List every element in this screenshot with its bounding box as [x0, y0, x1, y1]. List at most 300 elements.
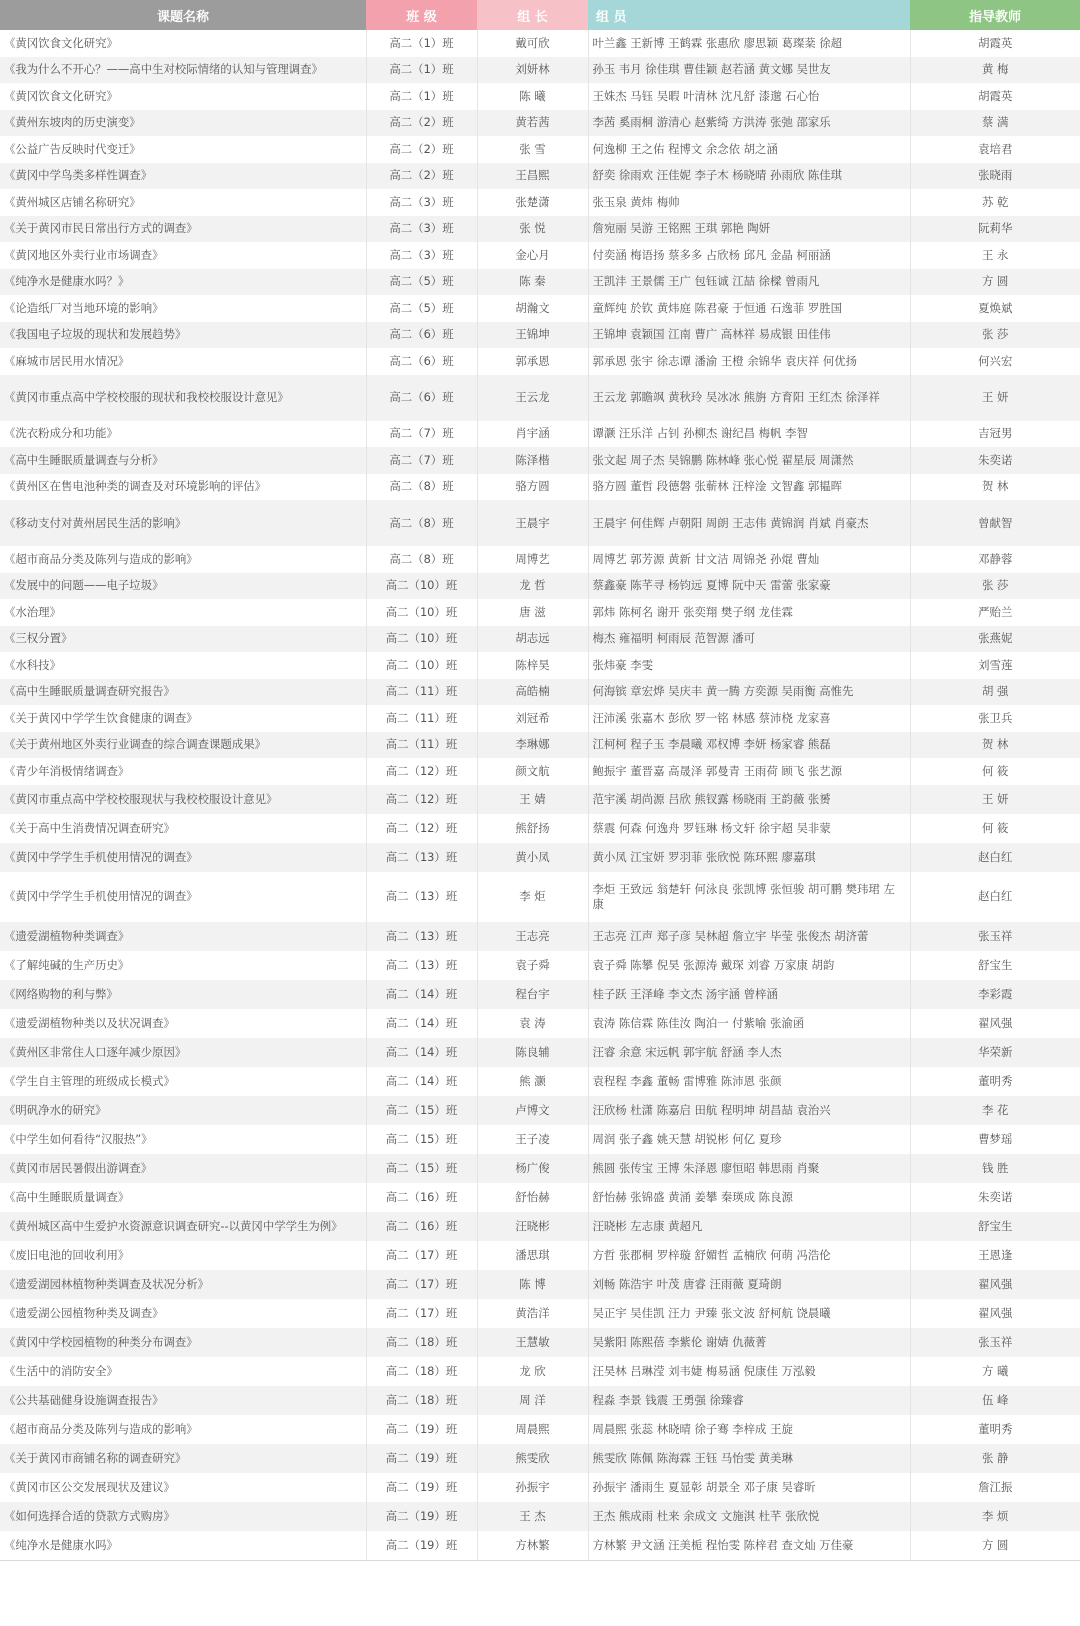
project-name: 《三权分置》: [0, 626, 366, 653]
member-list: 蔡震 何森 何逸舟 罗钰琳 杨文轩 徐宇超 吴非蒙: [588, 814, 910, 843]
teacher-name: 赵白红: [910, 872, 1080, 922]
leader-name: 胡志远: [477, 626, 588, 653]
table-row: [0, 1096, 1080, 1125]
project-name: 《水科技》: [0, 652, 366, 679]
table-row: [0, 500, 1080, 546]
project-name: 《废旧电池的回收利用》: [0, 1241, 366, 1270]
table-row: [0, 546, 1080, 573]
leader-name: 程台宇: [477, 980, 588, 1009]
member-list: 张文起 周子杰 吴锦鹏 陈林峰 张心悦 翟星辰 周潇然: [588, 447, 910, 474]
member-list: 谭灏 汪乐洋 占钊 孙柳杰 谢纪昌 梅帆 李智: [588, 421, 910, 448]
project-name: 《论造纸厂对当地环境的影响》: [0, 295, 366, 322]
table-row: [0, 1009, 1080, 1038]
project-name: 《我国电子垃圾的现状和发展趋势》: [0, 322, 366, 349]
leader-name: 王慧敏: [477, 1328, 588, 1357]
table-row: [0, 57, 1080, 84]
project-name: 《超市商品分类及陈列与造成的影响》: [0, 1415, 366, 1444]
class-name: 高二（1）班: [366, 30, 477, 57]
member-list: 何海镔 章宏烨 吴庆丰 黄一腾 方奕源 吴雨衡 高惟先: [588, 679, 910, 706]
class-name: 高二（8）班: [366, 500, 477, 546]
leader-name: 陈 秦: [477, 269, 588, 296]
class-name: 高二（1）班: [366, 57, 477, 84]
header-teacher: 指导教师: [910, 0, 1080, 30]
table-row: [0, 474, 1080, 501]
teacher-name: 胡霞英: [910, 83, 1080, 110]
teacher-name: 翟风强: [910, 1299, 1080, 1328]
leader-name: 王子凌: [477, 1125, 588, 1154]
member-list: 吴紫阳 陈熙蓓 李紫伦 谢婧 仇薇菁: [588, 1328, 910, 1357]
class-name: 高二（11）班: [366, 732, 477, 759]
table-row: [0, 83, 1080, 110]
class-name: 高二（12）班: [366, 758, 477, 785]
teacher-name: 曾献智: [910, 500, 1080, 546]
header-class: 班 级: [366, 0, 477, 30]
class-name: 高二（19）班: [366, 1473, 477, 1502]
member-list: 郭炜 陈柯名 谢开 张奕翔 樊子纲 龙佳霖: [588, 599, 910, 626]
teacher-name: 王 妍: [910, 375, 1080, 421]
table-row: [0, 1415, 1080, 1444]
project-name: 《移动支付对黄州居民生活的影响》: [0, 500, 366, 546]
member-list: 王云龙 郭瞻飒 黄秋玲 吴冰冰 熊旃 方育阳 王红杰 徐泽祥: [588, 375, 910, 421]
class-name: 高二（14）班: [366, 1009, 477, 1038]
teacher-name: 胡 强: [910, 679, 1080, 706]
class-name: 高二（14）班: [366, 1038, 477, 1067]
table-row: [0, 1473, 1080, 1502]
table-row: [0, 110, 1080, 137]
class-name: 高二（13）班: [366, 872, 477, 922]
project-name: 《关于黄州地区外卖行业调查的综合调查课题成果》: [0, 732, 366, 759]
table-row: [0, 1183, 1080, 1212]
teacher-name: 钱 胜: [910, 1154, 1080, 1183]
teacher-name: 詹江振: [910, 1473, 1080, 1502]
teacher-name: 张玉祥: [910, 1328, 1080, 1357]
class-name: 高二（19）班: [366, 1444, 477, 1473]
teacher-name: 贺 林: [910, 732, 1080, 759]
class-name: 高二（18）班: [366, 1357, 477, 1386]
leader-name: 王志亮: [477, 922, 588, 951]
member-list: 詹宛丽 吴游 王铭熙 王琪 郭艳 陶妍: [588, 216, 910, 243]
teacher-name: 何 筱: [910, 758, 1080, 785]
teacher-name: 胡霞英: [910, 30, 1080, 57]
project-name: 《关于黄冈中学学生饮食健康的调查》: [0, 705, 366, 732]
member-list: 王姝杰 马钰 吴暇 叶清林 沈凡舒 漆邈 石心怡: [588, 83, 910, 110]
project-name: 《黄州区非常住人口逐年减少原因》: [0, 1038, 366, 1067]
class-name: 高二（2）班: [366, 163, 477, 190]
member-list: 吴正宇 吴佳凯 汪力 尹臻 张文波 舒柯航 饶晨曦: [588, 1299, 910, 1328]
project-name: 《黄冈中学鸟类多样性调查》: [0, 163, 366, 190]
member-list: 叶兰鑫 王新博 王鹤霖 张惠欣 廖思颖 葛璨棻 徐超: [588, 30, 910, 57]
table-row: [0, 1212, 1080, 1241]
table-row: [0, 626, 1080, 653]
teacher-name: 方 圆: [910, 1531, 1080, 1560]
table-row: [0, 189, 1080, 216]
class-name: 高二（7）班: [366, 421, 477, 448]
teacher-name: 张 静: [910, 1444, 1080, 1473]
project-name: 《关于黄冈市民日常出行方式的调查》: [0, 216, 366, 243]
leader-name: 汪晓彬: [477, 1212, 588, 1241]
project-name: 《发展中的问题——电子垃圾》: [0, 573, 366, 600]
leader-name: 陈 博: [477, 1270, 588, 1299]
project-name: 《黄冈饮食文化研究》: [0, 83, 366, 110]
class-name: 高二（13）班: [366, 951, 477, 980]
class-name: 高二（12）班: [366, 814, 477, 843]
leader-name: 胡瀚文: [477, 295, 588, 322]
class-name: 高二（6）班: [366, 348, 477, 375]
table-row: [0, 1502, 1080, 1531]
member-list: 汪欣杨 杜潇 陈嘉启 田航 程明坤 胡昌喆 袁治兴: [588, 1096, 910, 1125]
table-row: [0, 1038, 1080, 1067]
class-name: 高二（14）班: [366, 1067, 477, 1096]
project-name: 《明矾净水的研究》: [0, 1096, 366, 1125]
project-name: 《黄州城区店铺名称研究》: [0, 189, 366, 216]
leader-name: 王 婧: [477, 785, 588, 814]
class-name: 高二（17）班: [366, 1241, 477, 1270]
leader-name: 方林繁: [477, 1531, 588, 1560]
teacher-name: 蔡 满: [910, 110, 1080, 137]
teacher-name: 舒宝生: [910, 1212, 1080, 1241]
member-list: 舒怡赫 张锦盛 黄涌 姜攀 秦瑛成 陈良源: [588, 1183, 910, 1212]
member-list: 鲍振宇 董晋嘉 高晟泽 郭曼青 王雨荷 顾飞 张艺源: [588, 758, 910, 785]
class-name: 高二（16）班: [366, 1183, 477, 1212]
leader-name: 孙振宇: [477, 1473, 588, 1502]
member-list: 袁涛 陈信霖 陈佳汝 陶泊一 付紫喻 张渝函: [588, 1009, 910, 1038]
table-row: [0, 814, 1080, 843]
project-name: 《洗衣粉成分和功能》: [0, 421, 366, 448]
teacher-name: 方 曦: [910, 1357, 1080, 1386]
teacher-name: 何 筱: [910, 814, 1080, 843]
teacher-name: 吉冠男: [910, 421, 1080, 448]
class-name: 高二（19）班: [366, 1415, 477, 1444]
class-name: 高二（18）班: [366, 1328, 477, 1357]
teacher-name: 袁培君: [910, 136, 1080, 163]
header-members: 组 员: [588, 0, 910, 30]
table-row: [0, 1299, 1080, 1328]
class-name: 高二（6）班: [366, 375, 477, 421]
teacher-name: 李彩霞: [910, 980, 1080, 1009]
project-name: 《纯净水是健康水吗》: [0, 1531, 366, 1560]
member-list: 舒奕 徐雨欢 汪佳妮 李子木 杨晓晴 孙雨欣 陈佳琪: [588, 163, 910, 190]
project-name: 《关于高中生消费情况调查研究》: [0, 814, 366, 843]
member-list: 梅杰 雍福明 柯雨辰 范智源 潘可: [588, 626, 910, 653]
member-list: 骆方圆 董哲 段德磐 张蕲林 汪梓淦 文智鑫 郭韫晖: [588, 474, 910, 501]
class-name: 高二（10）班: [366, 573, 477, 600]
class-name: 高二（17）班: [366, 1299, 477, 1328]
project-name: 《遗爱湖植物种类以及状况调查》: [0, 1009, 366, 1038]
table-row: [0, 980, 1080, 1009]
project-name: 《我为什么不开心？——高中生对校际情绪的认知与管理调查》: [0, 57, 366, 84]
table-row: [0, 758, 1080, 785]
table-row: [0, 30, 1080, 57]
project-name: 《黄冈中学学生手机使用情况的调查》: [0, 843, 366, 872]
project-name: 《高中生睡眠质量调查与分析》: [0, 447, 366, 474]
leader-name: 陈泽楷: [477, 447, 588, 474]
table-row: [0, 1270, 1080, 1299]
table-row: [0, 785, 1080, 814]
project-name: 《黄冈中学校园植物的种类分布调查》: [0, 1328, 366, 1357]
project-name: 《高中生睡眠质量调查研究报告》: [0, 679, 366, 706]
class-name: 高二（19）班: [366, 1531, 477, 1560]
class-name: 高二（10）班: [366, 626, 477, 653]
project-name: 《如何选择合适的贷款方式购房》: [0, 1502, 366, 1531]
teacher-name: 何兴宏: [910, 348, 1080, 375]
teacher-name: 邓静蓉: [910, 546, 1080, 573]
leader-name: 颜文航: [477, 758, 588, 785]
leader-name: 王锦坤: [477, 322, 588, 349]
teacher-name: 张 莎: [910, 322, 1080, 349]
member-list: 李炬 王致远 翁楚轩 何泳良 张凯博 张恒骏 胡可鹏 樊玮珺 左康: [588, 872, 910, 922]
teacher-name: 刘雪莲: [910, 652, 1080, 679]
project-name: 《黄冈市重点高中学校校服现状与我校校服设计意见》: [0, 785, 366, 814]
class-name: 高二（15）班: [366, 1154, 477, 1183]
table-row: [0, 679, 1080, 706]
leader-name: 骆方圆: [477, 474, 588, 501]
project-name: 《公益广告反映时代变迁》: [0, 136, 366, 163]
member-list: 桂子跃 王泽峰 李文杰 汤宇涵 曾梓涵: [588, 980, 910, 1009]
teacher-name: 华荣新: [910, 1038, 1080, 1067]
leader-name: 唐 滋: [477, 599, 588, 626]
member-list: 李茜 奚雨桐 游清心 赵紫绮 方洪涛 张弛 邵家乐: [588, 110, 910, 137]
project-name: 《黄州城区高中生爱护水资源意识调查研究--以黄冈中学学生为例》: [0, 1212, 366, 1241]
project-name: 《超市商品分类及陈列与造成的影响》: [0, 546, 366, 573]
class-name: 高二（16）班: [366, 1212, 477, 1241]
member-list: 何逸柳 王之佑 程博文 余念依 胡之涵: [588, 136, 910, 163]
leader-name: 张 悦: [477, 216, 588, 243]
table-row: [0, 1125, 1080, 1154]
class-name: 高二（10）班: [366, 599, 477, 626]
teacher-name: 王 妍: [910, 785, 1080, 814]
class-name: 高二（12）班: [366, 785, 477, 814]
project-name: 《黄州东坡肉的历史演变》: [0, 110, 366, 137]
member-list: 周润 张子鑫 姚天慧 胡锐彬 何亿 夏珍: [588, 1125, 910, 1154]
leader-name: 龙 欣: [477, 1357, 588, 1386]
leader-name: 刘妍林: [477, 57, 588, 84]
teacher-name: 朱奕诺: [910, 1183, 1080, 1212]
member-list: 熊雯欣 陈佩 陈海霖 王钰 马怡雯 黄美琳: [588, 1444, 910, 1473]
leader-name: 卢博文: [477, 1096, 588, 1125]
member-list: 江柯柯 程子玉 李晨曦 邓权博 李妍 杨家睿 熊磊: [588, 732, 910, 759]
leader-name: 张楚潇: [477, 189, 588, 216]
table-row: [0, 652, 1080, 679]
member-list: 孙振宇 潘雨生 夏显彰 胡景全 邓子康 吴睿昕: [588, 1473, 910, 1502]
table-row: [0, 1154, 1080, 1183]
teacher-name: 张玉祥: [910, 922, 1080, 951]
project-name: 《水治理》: [0, 599, 366, 626]
teacher-name: 翟风强: [910, 1009, 1080, 1038]
class-name: 高二（14）班: [366, 980, 477, 1009]
table-row: [0, 216, 1080, 243]
member-list: 方哲 张郡桐 罗梓璇 舒媚哲 孟楠欣 何萌 冯浩伦: [588, 1241, 910, 1270]
table-row: [0, 922, 1080, 951]
project-name: 《黄冈市区公交发展现状及建议》: [0, 1473, 366, 1502]
member-list: 黄小凤 江宝妍 罗羽菲 张欣悦 陈环熙 廖嘉琪: [588, 843, 910, 872]
member-list: 袁程程 李鑫 董畅 雷博雅 陈沛恩 张颜: [588, 1067, 910, 1096]
class-name: 高二（13）班: [366, 922, 477, 951]
teacher-name: 翟风强: [910, 1270, 1080, 1299]
class-name: 高二（1）班: [366, 83, 477, 110]
leader-name: 肖宇涵: [477, 421, 588, 448]
table-row: [0, 843, 1080, 872]
teacher-name: 王 永: [910, 242, 1080, 269]
leader-name: 龙 哲: [477, 573, 588, 600]
leader-name: 熊 灏: [477, 1067, 588, 1096]
teacher-name: 李 花: [910, 1096, 1080, 1125]
leader-name: 王晨宇: [477, 500, 588, 546]
leader-name: 袁 涛: [477, 1009, 588, 1038]
class-name: 高二（3）班: [366, 242, 477, 269]
leader-name: 周博艺: [477, 546, 588, 573]
class-name: 高二（3）班: [366, 189, 477, 216]
leader-name: 周 洋: [477, 1386, 588, 1415]
project-name: 《黄冈饮食文化研究》: [0, 30, 366, 57]
table-row: [0, 1357, 1080, 1386]
leader-name: 黄小凤: [477, 843, 588, 872]
project-name: 《遗爱湖园林植物种类调查及状况分析》: [0, 1270, 366, 1299]
table-row: [0, 447, 1080, 474]
teacher-name: 舒宝生: [910, 951, 1080, 980]
leader-name: 周晨熙: [477, 1415, 588, 1444]
project-name: 《黄冈地区外卖行业市场调查》: [0, 242, 366, 269]
leader-name: 陈梓昊: [477, 652, 588, 679]
member-list: 周晨熙 张蕊 林晓晴 徐子骞 李梓成 王旋: [588, 1415, 910, 1444]
table-row: [0, 705, 1080, 732]
class-name: 高二（2）班: [366, 110, 477, 137]
leader-name: 熊舒扬: [477, 814, 588, 843]
project-name: 《了解纯碱的生产历史》: [0, 951, 366, 980]
header-leader: 组 长: [477, 0, 588, 30]
table-row: [0, 136, 1080, 163]
table-row: [0, 1444, 1080, 1473]
table-row: [0, 242, 1080, 269]
table-row: [0, 872, 1080, 922]
leader-name: 张 雪: [477, 136, 588, 163]
table-row: [0, 1241, 1080, 1270]
leader-name: 郭承恩: [477, 348, 588, 375]
leader-name: 袁子舜: [477, 951, 588, 980]
class-name: 高二（18）班: [366, 1386, 477, 1415]
class-name: 高二（13）班: [366, 843, 477, 872]
class-name: 高二（2）班: [366, 136, 477, 163]
leader-name: 王昌熙: [477, 163, 588, 190]
class-name: 高二（7）班: [366, 447, 477, 474]
member-list: 王晨宇 何佳辉 卢朝阳 周朗 王志伟 黄锦润 肖斌 肖豪杰: [588, 500, 910, 546]
leader-name: 金心月: [477, 242, 588, 269]
table-row: [0, 375, 1080, 421]
table-row: [0, 951, 1080, 980]
project-name: 《中学生如何看待“汉服热”》: [0, 1125, 366, 1154]
member-list: 刘畅 陈浩宇 叶茂 唐睿 汪雨薇 夏琦朗: [588, 1270, 910, 1299]
project-name: 《高中生睡眠质量调查》: [0, 1183, 366, 1212]
class-name: 高二（3）班: [366, 216, 477, 243]
class-name: 高二（6）班: [366, 322, 477, 349]
member-list: 王志亮 江声 郑子彦 吴林超 詹立宇 毕莹 张俊杰 胡济蕾: [588, 922, 910, 951]
leader-name: 杨广俊: [477, 1154, 588, 1183]
member-list: 袁子舜 陈攀 倪昊 张源涛 戴琛 刘睿 万家康 胡韵: [588, 951, 910, 980]
member-list: 汪晓彬 左志康 黄超凡: [588, 1212, 910, 1241]
project-name: 《纯净水是健康水吗？》: [0, 269, 366, 296]
table-row: [0, 348, 1080, 375]
teacher-name: 夏焕斌: [910, 295, 1080, 322]
teacher-name: 董明秀: [910, 1415, 1080, 1444]
leader-name: 刘冠希: [477, 705, 588, 732]
leader-name: 王云龙: [477, 375, 588, 421]
leader-name: 潘思琪: [477, 1241, 588, 1270]
class-name: 高二（5）班: [366, 269, 477, 296]
project-name: 《遗爱湖植物种类调查》: [0, 922, 366, 951]
member-list: 郭承恩 张宇 徐志谭 潘渝 王橙 余锦华 袁庆祥 何优扬: [588, 348, 910, 375]
class-name: 高二（15）班: [366, 1125, 477, 1154]
project-name: 《学生自主管理的班级成长模式》: [0, 1067, 366, 1096]
project-name: 《黄州区在售电池种类的调查及对环境影响的评估》: [0, 474, 366, 501]
leader-name: 王 杰: [477, 1502, 588, 1531]
member-list: 汪昊林 吕琳滢 刘韦婕 梅易涵 倪康佳 万泓毅: [588, 1357, 910, 1386]
member-list: 程淼 李景 钱震 王勇强 徐臻睿: [588, 1386, 910, 1415]
table-header-row: [0, 0, 1080, 30]
table-row: [0, 573, 1080, 600]
leader-name: 戴可欣: [477, 30, 588, 57]
leader-name: 黄浩洋: [477, 1299, 588, 1328]
class-name: 高二（8）班: [366, 546, 477, 573]
project-name: 《关于黄冈市商铺名称的调查研究》: [0, 1444, 366, 1473]
member-list: 付奕涵 梅语扬 蔡多多 占欣杨 邱凡 金晶 柯丽涵: [588, 242, 910, 269]
project-name: 《网络购物的利与弊》: [0, 980, 366, 1009]
table-row: [0, 295, 1080, 322]
member-list: 汪沛溪 张嘉木 彭欣 罗一铭 林感 蔡沛桡 龙家喜: [588, 705, 910, 732]
project-name: 《青少年消极情绪调查》: [0, 758, 366, 785]
teacher-name: 伍 峰: [910, 1386, 1080, 1415]
member-list: 周博艺 郭芳源 黄新 甘文洁 周锦尧 孙焜 曹灿: [588, 546, 910, 573]
member-list: 方林繁 尹文涵 汪美栀 程怡雯 陈梓君 查文灿 万佳豪: [588, 1531, 910, 1560]
table-row: [0, 1531, 1080, 1560]
member-list: 熊圆 张传宝 王博 朱泽恩 廖恒昭 韩思雨 肖聚: [588, 1154, 910, 1183]
class-name: 高二（19）班: [366, 1502, 477, 1531]
leader-name: 陈良辅: [477, 1038, 588, 1067]
teacher-name: 李 烦: [910, 1502, 1080, 1531]
table-row: [0, 421, 1080, 448]
class-name: 高二（8）班: [366, 474, 477, 501]
teacher-name: 张卫兵: [910, 705, 1080, 732]
teacher-name: 王恩逢: [910, 1241, 1080, 1270]
project-name: 《麻城市居民用水情况》: [0, 348, 366, 375]
member-list: 张炜豪 李雯: [588, 652, 910, 679]
teacher-name: 严贻兰: [910, 599, 1080, 626]
leader-name: 李 炬: [477, 872, 588, 922]
teacher-name: 曹梦瑶: [910, 1125, 1080, 1154]
table-row: [0, 163, 1080, 190]
table-row: [0, 1328, 1080, 1357]
teacher-name: 赵白红: [910, 843, 1080, 872]
project-name: 《遗爱湖公园植物种类及调查》: [0, 1299, 366, 1328]
table-row: [0, 1067, 1080, 1096]
table-row: [0, 322, 1080, 349]
class-name: 高二（5）班: [366, 295, 477, 322]
leader-name: 熊雯欣: [477, 1444, 588, 1473]
class-name: 高二（10）班: [366, 652, 477, 679]
teacher-name: 苏 乾: [910, 189, 1080, 216]
table-row: [0, 599, 1080, 626]
member-list: 王杰 熊成雨 杜来 余成文 文施淇 杜芊 张欣悦: [588, 1502, 910, 1531]
table-row: [0, 269, 1080, 296]
project-name: 《黄冈市重点高中学校校服的现状和我校校服设计意见》: [0, 375, 366, 421]
teacher-name: 贺 林: [910, 474, 1080, 501]
teacher-name: 张晓雨: [910, 163, 1080, 190]
table-row: [0, 732, 1080, 759]
teacher-name: 朱奕诺: [910, 447, 1080, 474]
member-list: 童辉纯 於钦 黄炜庭 陈君豪 于恒通 石逸菲 罗胜国: [588, 295, 910, 322]
leader-name: 李琳娜: [477, 732, 588, 759]
member-list: 王凯沣 王景儒 王广 包钰诚 江喆 徐樑 曾雨凡: [588, 269, 910, 296]
teacher-name: 方 圆: [910, 269, 1080, 296]
table-row: [0, 1386, 1080, 1415]
